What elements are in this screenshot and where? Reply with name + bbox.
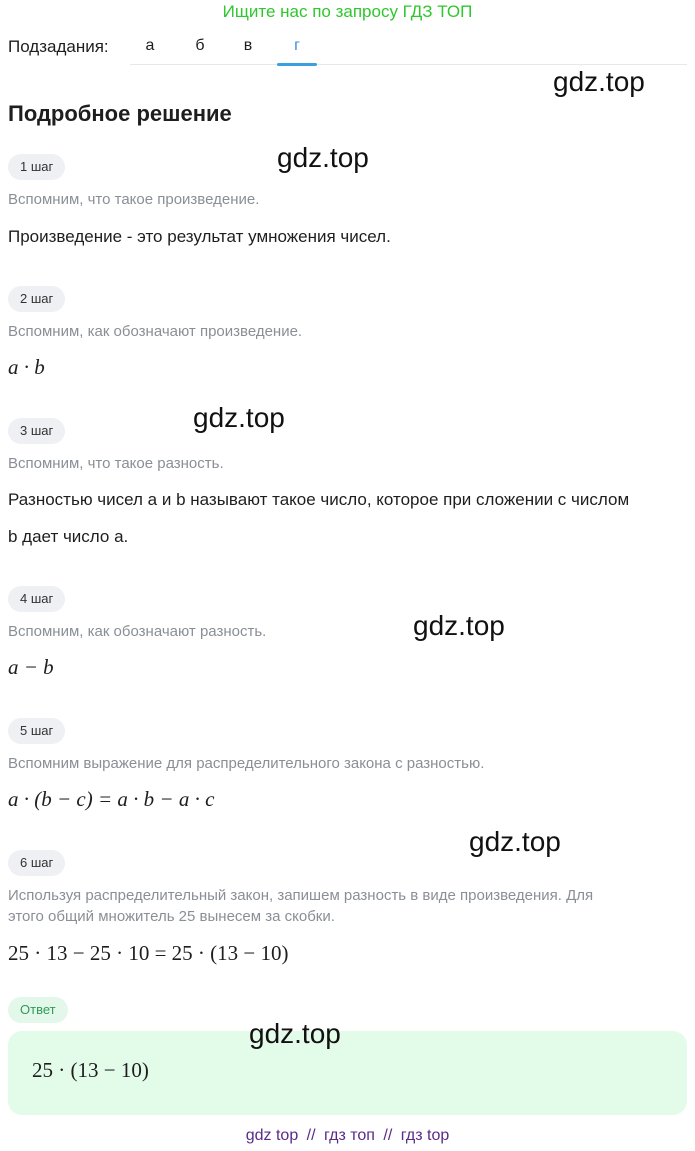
- page-title: Подробное решение: [8, 101, 232, 126]
- step-hint: Вспомним, что такое произведение.: [8, 191, 260, 208]
- footer-link[interactable]: гдз top: [400, 1127, 450, 1144]
- footer-separator: //: [306, 1127, 316, 1144]
- step-badge: 4 шаг: [8, 586, 65, 612]
- watermark: gdz.top: [413, 610, 505, 641]
- step-math: a · (b − c) = a · b − a · c: [8, 787, 215, 811]
- footer-separator: //: [383, 1127, 393, 1144]
- footer-link[interactable]: гдз топ: [324, 1127, 375, 1144]
- subtasks-label: Подзадания:: [8, 37, 109, 56]
- watermark: gdz.top: [249, 1018, 341, 1049]
- step-math: a · b: [8, 355, 45, 379]
- tab-g[interactable]: г: [294, 37, 300, 54]
- footer-link[interactable]: gdz top: [245, 1127, 299, 1144]
- step-badge: 5 шаг: [8, 718, 65, 744]
- step-text: Произведение - это результат умножения чисел.: [8, 227, 391, 246]
- watermark: gdz.top: [469, 826, 561, 857]
- tab-b[interactable]: б: [195, 37, 205, 54]
- step-math: a − b: [8, 655, 54, 679]
- step-math: 25 · 13 − 25 · 10 = 25 · (13 − 10): [8, 941, 289, 965]
- tab-v[interactable]: в: [243, 37, 253, 54]
- step-badge: 2 шаг: [8, 286, 65, 312]
- watermark: gdz.top: [277, 142, 369, 173]
- watermark: gdz.top: [553, 66, 645, 97]
- active-tab-indicator: [277, 63, 317, 66]
- answer-badge: Ответ: [8, 997, 68, 1023]
- step-hint: Вспомним, как обозначают разность.: [8, 623, 267, 640]
- step-badge: 3 шаг: [8, 418, 65, 444]
- step-hint: Вспомним выражение для распределительного закона с разностью.: [8, 755, 485, 772]
- tab-a[interactable]: а: [145, 37, 155, 54]
- step-hint: Вспомним, что такое разность.: [8, 455, 224, 472]
- tabs-divider: [130, 64, 687, 65]
- step-badge: 1 шаг: [8, 154, 65, 180]
- step-hint: Используя распределительный закон, запишем разность в виде произведения. Для: [8, 887, 594, 904]
- step-badge: 6 шаг: [8, 850, 65, 876]
- watermark: gdz.top: [193, 402, 285, 433]
- step-hint: этого общий множитель 25 вынесем за скобки.: [8, 908, 335, 925]
- answer-math: 25 · (13 − 10): [32, 1058, 149, 1082]
- footer-links: [0, 1127, 695, 1145]
- step-text: b дает число a.: [8, 527, 129, 546]
- promo-banner: Ищите нас по запросу ГДЗ ТОП: [222, 2, 473, 21]
- step-text: Разностью чисел a и b называют такое число, которое при сложении с числом: [8, 490, 630, 509]
- step-hint: Вспомним, как обозначают произведение.: [8, 323, 303, 340]
